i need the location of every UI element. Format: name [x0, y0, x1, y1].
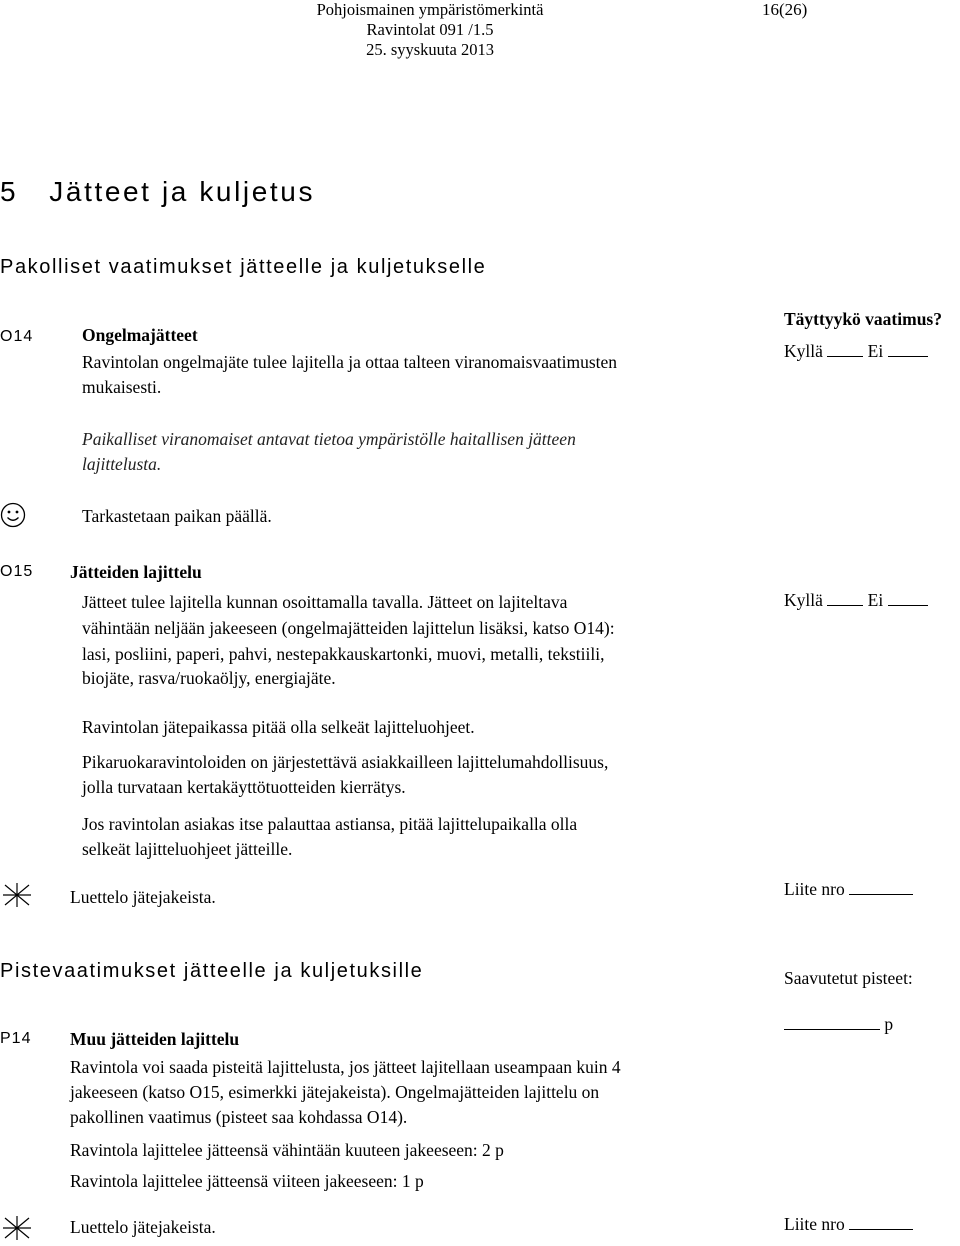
p14-points-unit: p — [884, 1014, 894, 1034]
o15-para3-line2: jolla turvataan kertakäyttötuotteiden kierrätys. — [82, 777, 406, 797]
header-subtitle: Ravintolat 091 /1.5 — [366, 20, 494, 39]
o15-appendix — [784, 879, 913, 900]
smiley-icon — [0, 502, 26, 533]
o15-para3-line1: Pikaruokaravintoloiden on järjestettävä asiakkailleen lajittelumahdollisuus, — [82, 752, 609, 772]
p14-points — [784, 1014, 893, 1035]
requirement-code-p14: P14 — [0, 1030, 32, 1047]
o15-body-line1: Jätteet tulee lajitella kunnan osoittamalla tavalla. Jätteet on lajiteltava — [82, 592, 568, 612]
o15-body-line3: lasi, posliini, paperi, pahvi, nestepakkauskartonki, muovi, metalli, tekstiili, — [82, 644, 605, 664]
p14-appendix — [784, 1214, 913, 1235]
o15-body-line2: vähintään neljään jakeeseen (ongelmajätteiden lajittelun lisäksi, katso O14): — [82, 618, 615, 638]
header-date: 25. syyskuuta 2013 — [366, 40, 494, 59]
o14-yes-label: Kyllä — [784, 341, 823, 361]
requirement-code-o15: O15 — [0, 563, 34, 580]
p14-rule2: Ravintola lajittelee jätteensä viiteen jakeeseen: 1 p — [70, 1171, 424, 1191]
section-title: 5 Jätteet ja kuljetus — [0, 176, 316, 207]
o15-body-line4: biojäte, rasva/ruokaöljy, energiajäte. — [82, 668, 336, 688]
o15-appendix-blank[interactable] — [849, 880, 913, 895]
o15-yes-blank[interactable] — [827, 591, 863, 606]
points-requirements-title: Pistevaatimukset jätteelle ja kuljetuksille — [0, 960, 424, 982]
p14-list-label: Luettelo jätejakeista. — [70, 1217, 216, 1237]
o14-note-line1: Paikalliset viranomaiset antavat tietoa ympäristölle haitallisen jätteen — [82, 429, 576, 449]
p14-points-blank[interactable] — [784, 1015, 880, 1030]
o14-heading: Ongelmajätteet — [82, 325, 198, 345]
p14-body-line2: jakeeseen (katso O15, esimerkki jätejakeista). Ongelmajätteiden lajittelu on — [70, 1082, 600, 1102]
o14-check-label: Tarkastetaan paikan päällä. — [82, 506, 272, 526]
o14-yes-no — [784, 341, 928, 362]
o15-para4-line2: selkeät lajitteluohjeet jätteille. — [82, 839, 293, 859]
fulfil-question: Täyttyykö vaatimus? — [784, 309, 942, 329]
p14-body-line3: pakollinen vaatimus (pisteet saa kohdassa O14). — [70, 1107, 408, 1127]
envelope-icon — [2, 882, 32, 913]
p14-heading: Muu jätteiden lajittelu — [70, 1029, 240, 1049]
o15-no-label: Ei — [867, 590, 884, 610]
o14-no-blank[interactable] — [888, 342, 928, 357]
o14-body-line2: mukaisesti. — [82, 377, 162, 397]
requirement-code-o14: O14 — [0, 328, 34, 345]
o15-yes-label: Kyllä — [784, 590, 823, 610]
points-achieved-label: Saavutetut pisteet: — [784, 968, 913, 988]
o15-appendix-label: Liite nro — [784, 879, 845, 899]
o14-no-label: Ei — [867, 341, 884, 361]
p14-body-line1: Ravintola voi saada pisteitä lajittelusta, jos jätteet lajitellaan useampaan kuin 4 — [70, 1057, 621, 1077]
header-title: Pohjoismainen ympäristömerkintä — [316, 0, 544, 19]
o15-yes-no — [784, 590, 928, 611]
envelope-icon — [2, 1215, 32, 1246]
o14-body-line1: Ravintolan ongelmajäte tulee lajitella ja ottaa talteen viranomaisvaatimusten — [82, 352, 618, 372]
mandatory-requirements-title: Pakolliset vaatimukset jätteelle ja kuljetukselle — [0, 256, 487, 278]
o15-para4-line1: Jos ravintolan asiakas itse palauttaa astiansa, pitää lajittelupaikalla olla — [82, 814, 578, 834]
page-number: 16(26) — [762, 0, 808, 19]
p14-appendix-blank[interactable] — [849, 1215, 913, 1230]
p14-rule1: Ravintola lajittelee jätteensä vähintään kuuteen jakeeseen: 2 p — [70, 1140, 504, 1160]
o15-list-label: Luettelo jätejakeista. — [70, 887, 216, 907]
o15-para2: Ravintolan jätepaikassa pitää olla selkeät lajitteluohjeet. — [82, 717, 475, 737]
p14-appendix-label: Liite nro — [784, 1214, 845, 1234]
o14-yes-blank[interactable] — [827, 342, 863, 357]
o15-heading: Jätteiden lajittelu — [70, 562, 202, 582]
o15-no-blank[interactable] — [888, 591, 928, 606]
o14-note-line2: lajittelusta. — [82, 454, 162, 474]
